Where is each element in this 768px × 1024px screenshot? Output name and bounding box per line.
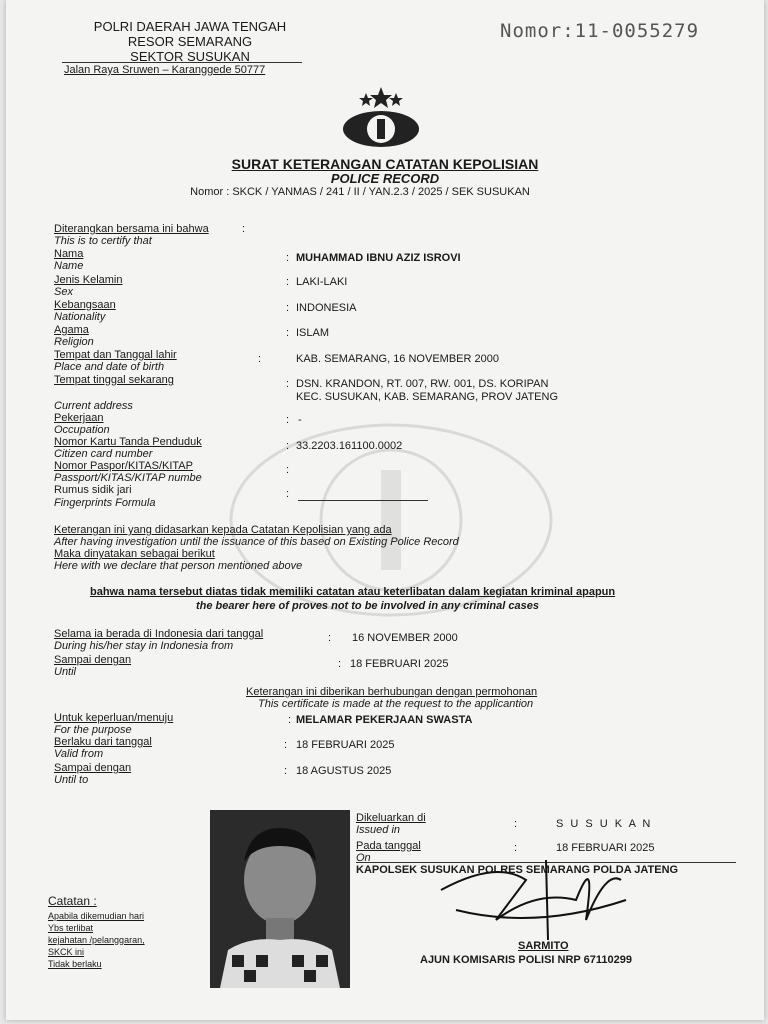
header-line-1: POLRI DAERAH JAWA TENGAH bbox=[93, 19, 287, 34]
reference-number: Nomor : SKCK / YANMAS / 241 / II / YAN.2.3 / 2025 / SEK SUSUKAN bbox=[190, 186, 530, 198]
police-emblem-icon bbox=[336, 85, 426, 150]
field-colon: : bbox=[288, 714, 292, 726]
document-number-stamp: Nomor:11-0055279 bbox=[500, 20, 700, 42]
field-passport-label-en: Passport/KITAS/KITAP numbe bbox=[54, 472, 202, 484]
field-name-value: MUHAMMAD IBNU AZIZ ISROVI bbox=[296, 252, 461, 264]
field-colon: : bbox=[286, 276, 290, 288]
notes-line: Apabila dikemudian hari bbox=[48, 911, 145, 921]
field-address-value-2: KEC. SUSUKAN, KAB. SEMARANG, PROV JATENG bbox=[296, 391, 559, 403]
valid-from-label-en: Valid from bbox=[54, 748, 104, 760]
valid-from-label: Berlaku dari tanggal bbox=[54, 736, 152, 748]
fingerprint-blank-line bbox=[298, 500, 428, 501]
field-colon: : bbox=[514, 818, 518, 830]
field-colon: : bbox=[286, 488, 290, 500]
declare-label-en: Here with we declare that person mentioned above bbox=[54, 560, 303, 572]
field-religion-label-en: Religion bbox=[54, 336, 94, 348]
field-ktp-value: 33.2203.161100.0002 bbox=[296, 440, 403, 452]
field-occupation-value: - bbox=[298, 414, 302, 426]
stay-from-label-en: During his/her stay in Indonesia from bbox=[54, 640, 234, 652]
issued-in-value: S U S U K A N bbox=[556, 818, 653, 830]
field-colon: : bbox=[284, 739, 288, 751]
field-nationality-label-en: Nationality bbox=[54, 311, 106, 323]
notes-line: kejahatan /pelanggaran, bbox=[48, 935, 145, 945]
issued-in-label-en: Issued in bbox=[356, 824, 401, 836]
header-divider bbox=[62, 62, 302, 63]
issued-on-label-en: On bbox=[356, 852, 371, 864]
field-nationality-label: Kebangsaan bbox=[54, 299, 116, 311]
field-address-label: Tempat tinggal sekarang bbox=[54, 374, 174, 386]
field-nationality-value: INDONESIA bbox=[296, 302, 357, 314]
field-address-value-1: DSN. KRANDON, RT. 007, RW. 001, DS. KORIPAN bbox=[296, 378, 549, 390]
field-fingerprint-label-en: Fingerprints Formula bbox=[54, 497, 156, 509]
declare-label-id: Maka dinyatakan sebagai berikut bbox=[54, 548, 215, 560]
field-birth-label-en: Place and date of birth bbox=[54, 361, 165, 373]
field-colon: : bbox=[286, 464, 290, 476]
field-ktp-label-en: Citizen card number bbox=[54, 448, 153, 460]
header-line-3: SEKTOR SUSUKAN bbox=[130, 49, 250, 64]
field-birth-value: KAB. SEMARANG, 16 NOVEMBER 2000 bbox=[296, 353, 499, 365]
statement-id: bahwa nama tersebut diatas tidak memiliki catatan atau keterlibatan dalam kegiatan kriminal apapun bbox=[90, 586, 616, 598]
field-fingerprint-label: Rumus sidik jari bbox=[54, 484, 132, 496]
field-colon: : bbox=[286, 378, 290, 390]
field-sex-label-en: Sex bbox=[54, 286, 73, 298]
field-occupation-label-en: Occupation bbox=[54, 424, 110, 436]
issued-on-value: 18 FEBRUARI 2025 bbox=[556, 842, 655, 854]
stay-until-value: 18 FEBRUARI 2025 bbox=[350, 658, 449, 670]
intro-label-en: This is to certify that bbox=[54, 235, 152, 247]
valid-from-value: 18 FEBRUARI 2025 bbox=[296, 739, 395, 751]
field-religion-value: ISLAM bbox=[296, 327, 330, 339]
field-colon: : bbox=[284, 765, 288, 777]
intro-colon: : bbox=[242, 223, 246, 235]
signature-icon bbox=[436, 830, 636, 950]
basis-label-id: Keterangan ini yang didasarkan kepada Catatan Kepolisian yang ada bbox=[54, 524, 392, 536]
stay-from-label: Selama ia berada di Indonesia dari tanggal bbox=[54, 628, 264, 640]
valid-until-label-en: Until to bbox=[54, 774, 89, 786]
field-colon: : bbox=[286, 440, 290, 452]
field-birth-label: Tempat dan Tanggal lahir bbox=[54, 349, 177, 361]
field-colon: : bbox=[286, 302, 290, 314]
field-colon: : bbox=[514, 842, 518, 854]
signer-name: SARMITO bbox=[518, 940, 569, 952]
issued-on-label: Pada tanggal bbox=[356, 840, 421, 852]
document-subtitle: POLICE RECORD bbox=[330, 171, 440, 186]
field-ktp-label: Nomor Kartu Tanda Penduduk bbox=[54, 436, 202, 448]
stay-until-label-en: Until bbox=[54, 666, 77, 678]
field-colon: : bbox=[286, 414, 290, 426]
intro-label-id: Diterangkan bersama ini bahwa bbox=[54, 223, 209, 235]
signer-rank: AJUN KOMISARIS POLISI NRP 67110299 bbox=[420, 954, 632, 966]
valid-until-label: Sampai dengan bbox=[54, 762, 132, 774]
notes-line: Tidak berlaku bbox=[48, 959, 102, 969]
valid-until-value: 18 AGUSTUS 2025 bbox=[296, 765, 392, 777]
field-sex-label: Jenis Kelamin bbox=[54, 274, 123, 286]
field-address-label-en: Current address bbox=[54, 400, 133, 412]
field-name-label: Nama bbox=[54, 248, 84, 260]
field-occupation-label: Pekerjaan bbox=[54, 412, 104, 424]
field-colon: : bbox=[338, 658, 342, 670]
field-colon: : bbox=[328, 632, 332, 644]
applicant-photo bbox=[210, 810, 350, 988]
request-note-en: This certificate is made at the request to the applicantion bbox=[258, 698, 534, 710]
purpose-value: MELAMAR PEKERJAAN SWASTA bbox=[296, 714, 473, 726]
document-title: SURAT KETERANGAN CATATAN KEPOLISIAN bbox=[231, 156, 539, 172]
document-page bbox=[6, 0, 764, 1020]
field-colon: : bbox=[286, 252, 290, 264]
field-colon: : bbox=[286, 327, 290, 339]
header-line-2: RESOR SEMARANG bbox=[127, 34, 253, 49]
person-portrait-icon bbox=[210, 810, 350, 988]
notes-title: Catatan : bbox=[48, 894, 97, 908]
request-note-id: Keterangan ini diberikan berhubungan dengan permohonan bbox=[246, 686, 538, 698]
field-passport-label: Nomor Paspor/KITAS/KITAP bbox=[54, 460, 193, 472]
statement-en: the bearer here of proves not to be involved in any criminal cases bbox=[196, 600, 539, 612]
notes-line: SKCK ini bbox=[48, 947, 85, 957]
field-religion-label: Agama bbox=[54, 324, 89, 336]
field-colon: : bbox=[258, 353, 262, 365]
stay-from-value: 16 NOVEMBER 2000 bbox=[352, 632, 458, 644]
issuing-office: KAPOLSEK SUSUKAN POLRES SEMARANG POLDA JATENG bbox=[356, 864, 679, 876]
purpose-label-en: For the purpose bbox=[54, 724, 132, 736]
header-address: Jalan Raya Sruwen – Karanggede 50777 bbox=[64, 64, 266, 76]
purpose-label: Untuk keperluan/menuju bbox=[54, 712, 174, 724]
basis-label-en: After having investigation until the issuance of this based on Existing Police Record bbox=[54, 536, 459, 548]
field-sex-value: LAKI-LAKI bbox=[296, 276, 348, 288]
notes-line: Ybs terlibat bbox=[48, 923, 94, 933]
field-name-label-en: Name bbox=[54, 260, 84, 272]
stay-until-label: Sampai dengan bbox=[54, 654, 132, 666]
issued-in-label: Dikeluarkan di bbox=[356, 812, 426, 824]
